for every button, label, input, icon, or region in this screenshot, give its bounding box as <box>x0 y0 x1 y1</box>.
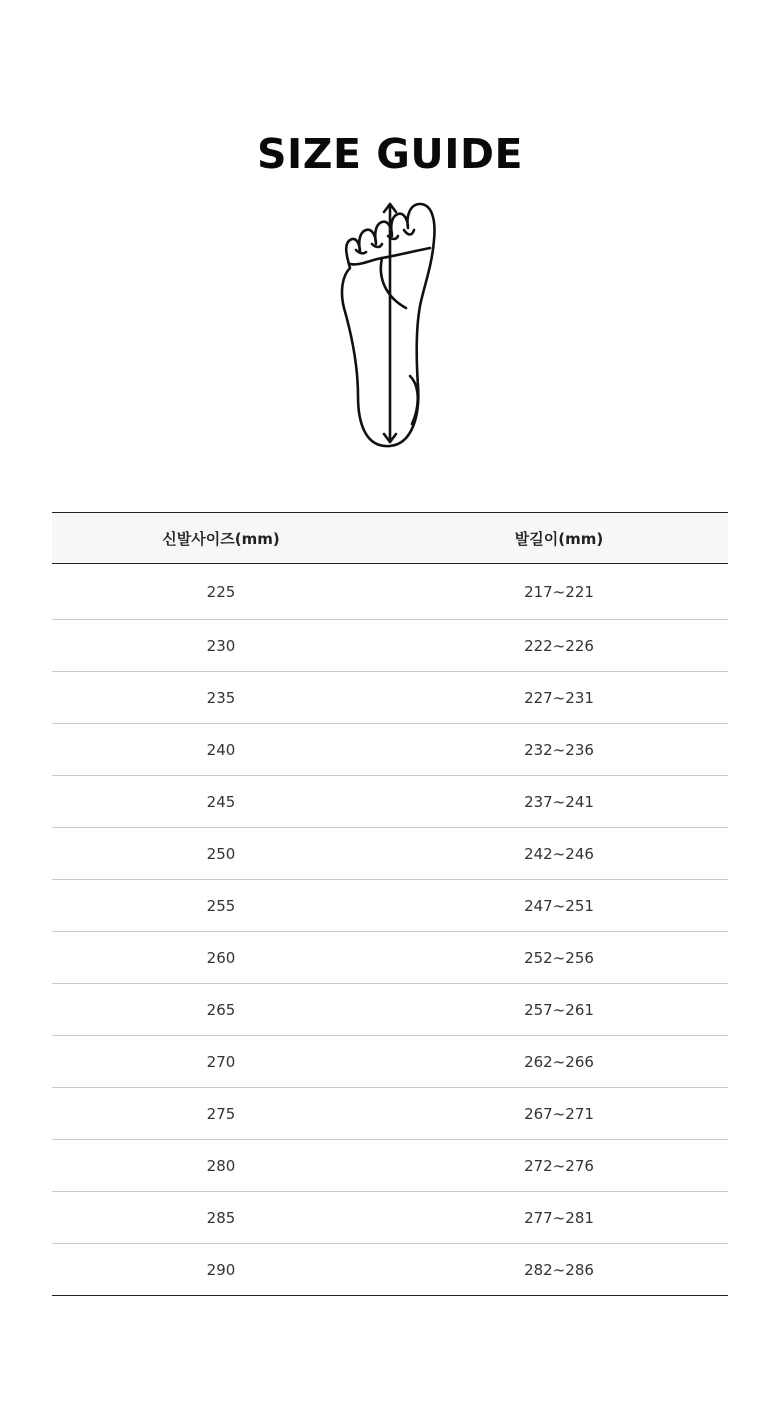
table-row <box>52 1140 728 1192</box>
foot-length-cell: 242~246 <box>390 828 728 880</box>
foot-length-cell: 237~241 <box>390 776 728 828</box>
foot-length-cell: 217~221 <box>390 564 728 620</box>
table-row <box>52 672 728 724</box>
shoe-size-cell: 230 <box>52 620 390 672</box>
table-row <box>52 724 728 776</box>
table-row <box>52 984 728 1036</box>
foot-length-cell: 247~251 <box>390 880 728 932</box>
shoe-size-cell: 270 <box>52 1036 390 1088</box>
foot-length-cell: 232~236 <box>390 724 728 776</box>
foot-length-cell: 222~226 <box>390 620 728 672</box>
shoe-size-cell: 265 <box>52 984 390 1036</box>
foot-length-cell: 257~261 <box>390 984 728 1036</box>
shoe-size-cell: 285 <box>52 1192 390 1244</box>
page-title: SIZE GUIDE <box>256 130 524 178</box>
shoe-size-cell: 250 <box>52 828 390 880</box>
shoe-size-cell: 225 <box>52 564 390 620</box>
table-row <box>52 880 728 932</box>
shoe-size-cell: 280 <box>52 1140 390 1192</box>
foot-length-icon <box>320 196 460 452</box>
shoe-size-cell: 240 <box>52 724 390 776</box>
table-row <box>52 828 728 880</box>
table-row <box>52 932 728 984</box>
table-row <box>52 1192 728 1244</box>
table-row <box>52 564 728 620</box>
column-header-shoe-size: 신발사이즈(mm) <box>52 513 390 564</box>
foot-length-cell: 227~231 <box>390 672 728 724</box>
shoe-size-cell: 245 <box>52 776 390 828</box>
foot-length-cell: 267~271 <box>390 1088 728 1140</box>
table-row <box>52 776 728 828</box>
foot-length-cell: 252~256 <box>390 932 728 984</box>
column-header-foot-length: 발길이(mm) <box>390 513 728 564</box>
table-row <box>52 1036 728 1088</box>
size-table <box>52 512 728 1296</box>
table-row <box>52 1244 728 1296</box>
shoe-size-cell: 275 <box>52 1088 390 1140</box>
foot-length-cell: 262~266 <box>390 1036 728 1088</box>
table-row <box>52 620 728 672</box>
shoe-size-cell: 255 <box>52 880 390 932</box>
shoe-size-cell: 290 <box>52 1244 390 1296</box>
table-header-row <box>52 513 728 564</box>
size-table-body <box>52 564 728 1296</box>
shoe-size-cell: 260 <box>52 932 390 984</box>
table-row <box>52 1088 728 1140</box>
foot-length-cell: 277~281 <box>390 1192 728 1244</box>
foot-length-cell: 282~286 <box>390 1244 728 1296</box>
foot-length-cell: 272~276 <box>390 1140 728 1192</box>
shoe-size-cell: 235 <box>52 672 390 724</box>
